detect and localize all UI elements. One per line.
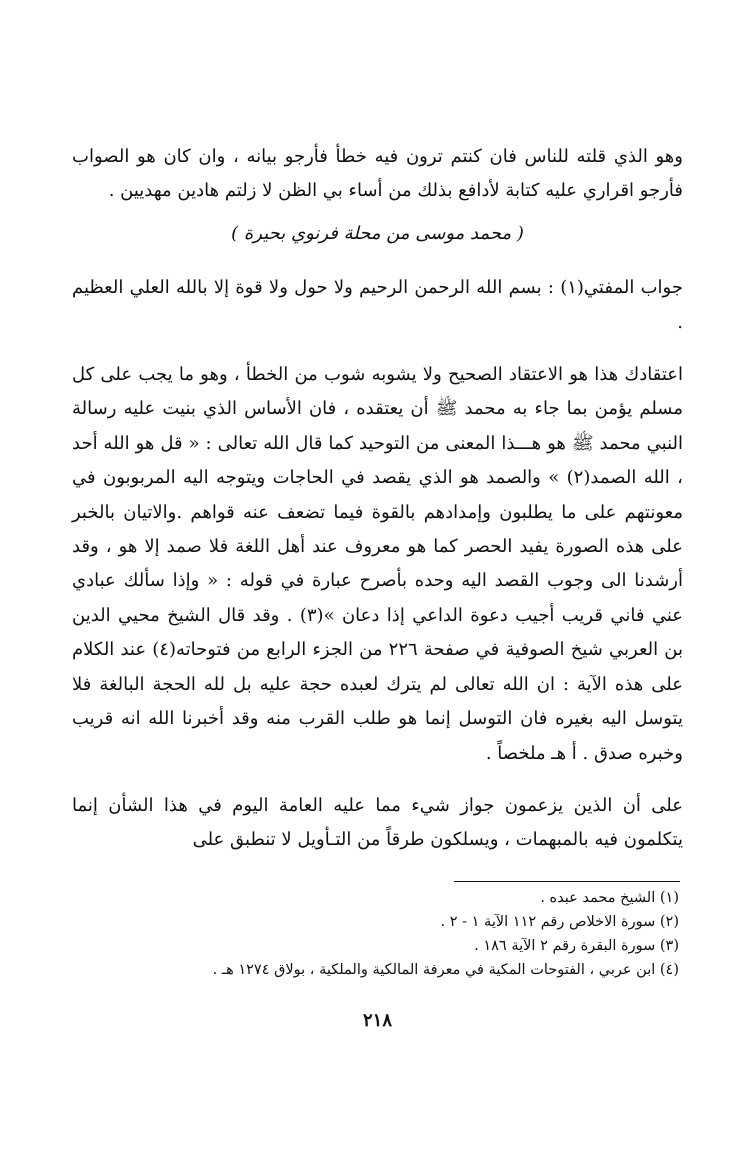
mufti-answer-opening: جواب المفتي(١) : بسم الله الرحمن الرحيم ولا حول ولا قوة إلا بالله العلي العظيم . (72, 277, 683, 333)
answer-paragraph: اعتقادك هذا هو الاعتقاد الصحيح ولا يشوبه شوب من الخطأ ، وهو ما يجب على كل مسلم يؤمن بما جاء به محمد ﷺ أن يعتقده ، فان الأساس الذي بنيت عليه رسالة النبي محمد ﷺ هو هـــذا المعنى من التوحيد كما قال الله تعالى : « قل هو الله أحد ، الله الصمد(٢) » والصمد هو الذي يقصد في الحاجات ويتوجه اليه المربوبون في معونتهم على ما يطلبون وإمدادهم بالقوة فيما تضعف عنه قواهم .والاتيان بالخبر على هذه الصورة يفيد الحصر كما هو معروف عند أهل اللغة فلا صمد إلا هو ، وقد أرشدنا الى وجوب القصد اليه وحده بأصرح عبارة في قوله : « وإذا سألك عبادي عني فاني قريب أجيب دعوة الداعي إذا دعان »(٣) . وقد قال الشيخ محيي الدين بن العربي شيخ الصوفية في صفحة ٢٢٦ من الجزء الرابع من فتوحاته(٤) عند الكلام على هذه الآية : ان الله تعالى لم يترك لعبده حجة عليه بل لله الحجة البالغة فلا يتوسل اليه بغيره فان التوسل إنما هو طلب القرب منه وقد أخبرنا الله انه قريب وخبره صدق . أ هـ ملخصاً . (72, 364, 683, 764)
questioner-attribution: ( محمد موسى من محلة فرنوي بحيرة ) (231, 222, 524, 244)
question-paragraph: وهو الذي قلته للناس فان كنتم ترون فيه خطأ فأرجو بيانه ، وان كان هو الصواب فأرجو اقراري عليه كتابة لأدافع بذلك من أساء بي الظن لا زلتم هادين مهديين . (72, 146, 683, 202)
footnote-4: (٤) ابن عربي ، الفتوحات المكية في معرفة المالكية والملكية ، بولاق ١٢٧٤ هـ . (212, 962, 679, 978)
footnote-1: (١) الشيخ محمد عبده . (540, 890, 679, 906)
footnote-divider (454, 881, 680, 882)
body-text (72, 140, 683, 858)
page-number: ٢١٨ (362, 1010, 392, 1031)
footnote-2: (٢) سورة الاخلاص رقم ١١٢ الآية ١ - ٢ . (440, 914, 679, 930)
continuation-paragraph: على أن الذين يزعمون جواز شيء مما عليه العامة اليوم في هذا الشأن إنما يتكلمون فيه بالمبهمات ، ويسلكون طرقاً من التـأويل لا تنطبق على (72, 794, 683, 851)
footnotes (159, 886, 679, 982)
footnote-3: (٣) سورة البقرة رقم ٢ الآية ١٨٦ . (474, 938, 679, 954)
